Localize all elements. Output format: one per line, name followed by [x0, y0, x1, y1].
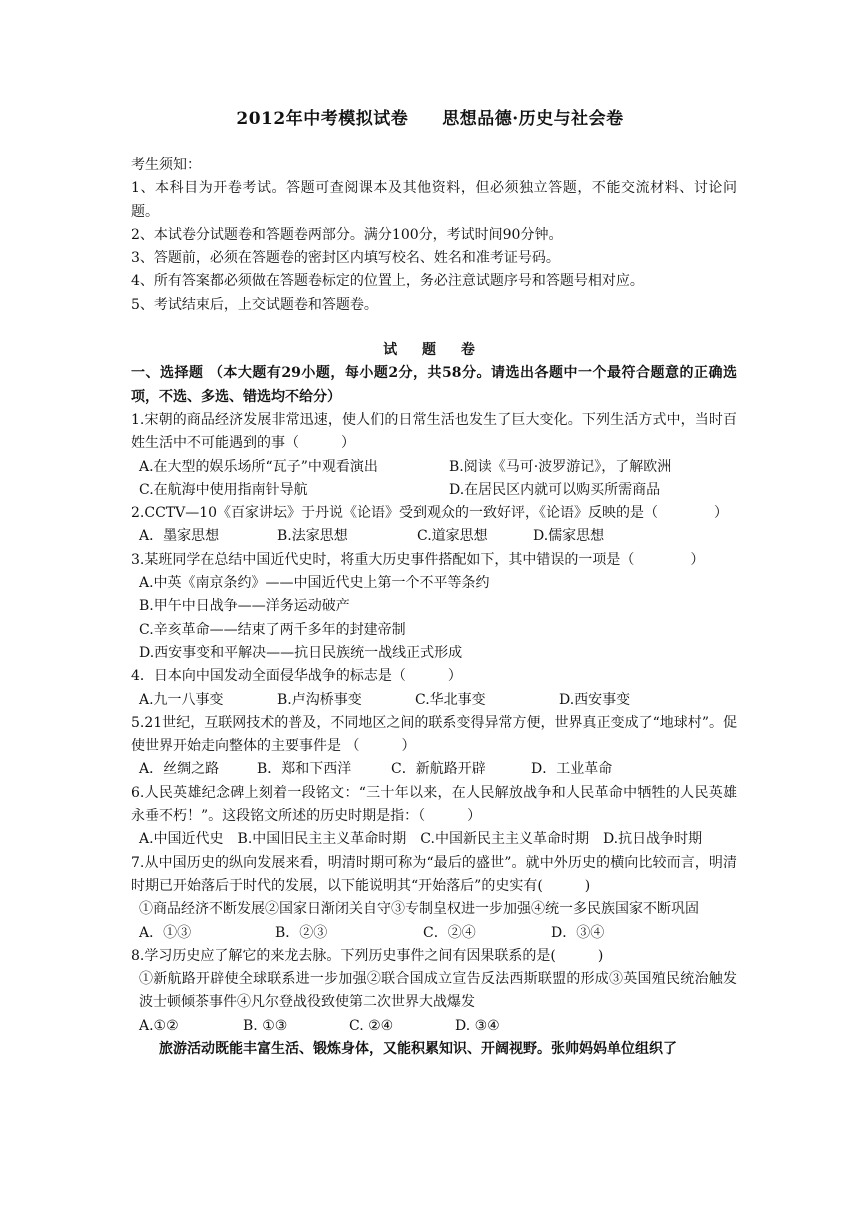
- section-title: 试 题 卷: [383, 342, 485, 359]
- option-row: [131, 525, 737, 548]
- option-c: C.道家思想: [417, 528, 488, 545]
- option-a: A.①②: [139, 1017, 179, 1034]
- question-stem: 1.宋朝的商品经济发展非常迅速，使人们的日常生活也发生了巨大变化。下列生活方式中，当时百姓生活中不可能遇到的事（ ）: [131, 411, 737, 452]
- option-row: [131, 922, 737, 945]
- option-row: [131, 456, 737, 479]
- option-b: B.法家思想: [277, 528, 348, 545]
- notice-item: 3、答题前，必须在答题卷的密封区内填写校名、姓名和准考证号码。: [131, 250, 560, 267]
- option-c: C．②④: [423, 924, 476, 941]
- question-stem: 6.人民英雄纪念碑上刻着一段铭文：“三十年以来，在人民解放战争和人民革命中牺牲的人民英雄永垂不朽！”。这段铭文所述的历史时期是指：（ ）: [131, 784, 737, 825]
- closing-paragraph: 旅游活动既能丰富生活、锻炼身体，又能积累知识、开阔视野。张帅妈妈单位组织了: [159, 1040, 677, 1057]
- notice-item: 1、本科目为开卷考试。答题可查阅课本及其他资料，但必须独立答题，不能交流材料、讨论问题。: [131, 180, 737, 220]
- notice-item: 4、所有答案都必须做在答题卷标定的位置上，务必注意试题序号和答题号相对应。: [131, 273, 644, 290]
- exam-body: [131, 154, 737, 1061]
- option-d: D．工业革命: [531, 761, 613, 778]
- notice-item: 2、本试卷分试题卷和答题卷两部分。满分100分，考试时间90分钟。: [131, 226, 563, 243]
- option-d: D. ③④: [455, 1017, 500, 1034]
- notice-heading: 考生须知：: [131, 157, 201, 173]
- option-d: D.儒家思想: [533, 528, 605, 545]
- title-subject: 思想品德·历史与社会卷: [442, 109, 624, 129]
- notice-item: 5、考试结束后，上交试题卷和答题卷。: [131, 296, 378, 313]
- option-c: C.辛亥革命——结束了两千多年的封建帝制: [139, 621, 406, 638]
- question-items: ①商品经济不断发展②国家日渐闭关自守③专制皇权进一步加强④统一多民族国家不断巩固: [139, 901, 699, 918]
- option-b: B.卢沟桥事变: [277, 691, 362, 708]
- option-a: A．①③: [139, 924, 192, 941]
- option-c: C.在航海中使用指南针导航: [139, 481, 308, 498]
- option-a: A.在大型的娱乐场所“瓦子”中观看演出: [139, 458, 378, 475]
- page-title: [0, 104, 860, 129]
- option-a: A.九一八事变: [139, 691, 224, 708]
- title-year: 2012年中考模拟试卷: [236, 109, 409, 129]
- option-row: [131, 1015, 737, 1038]
- question-stem: 5.21世纪，互联网技术的普及，不同地区之间的联系变得异常方便，世界真正变成了“地球村”。促使世界开始走向整体的主要事件是 （ ）: [131, 714, 737, 755]
- question-stem: 4．日本向中国发动全面侵华战争的标志是（ ）: [131, 668, 462, 685]
- option-c: C．新航路开辟: [391, 761, 486, 778]
- option-row: [131, 689, 737, 712]
- question-items: ①新航路开辟使全球联系进一步加强②联合国成立宣告反法西斯联盟的形成③英国殖民统治触发波士顿倾茶事件④凡尔登战役致使第二次世界大战爆发: [139, 971, 737, 1011]
- option-b: B.甲午中日战争——洋务运动破产: [139, 598, 350, 615]
- question-stem: 2.CCTV—10《百家讲坛》于丹说《论语》受到观众的一致好评，《论语》反映的是（ ）: [131, 505, 729, 522]
- option-row: [131, 479, 737, 502]
- question-stem: 7.从中国历史的纵向发展来看，明清时期可称为“最后的盛世”。就中外历史的横向比较而言，明清时期已开始落后于时代的发展，以下能说明其“开始落后”的史实有( ): [131, 854, 737, 894]
- option-d: D.西安事变和平解决——抗日民族统一战线正式形成: [139, 644, 463, 661]
- question-stem: 3.某班同学在总结中国近代史时，将重大历史事件搭配如下，其中错误的一项是（ ）: [131, 551, 705, 568]
- option-c: C. ②④: [349, 1017, 394, 1034]
- option-d: D.西安事变: [559, 691, 631, 708]
- option-row: A.中国近代史 B.中国旧民主主义革命时期 C.中国新民主主义革命时期 D.抗日战争时期: [139, 831, 703, 848]
- option-a: A.中英《南京条约》——中国近代史上第一个不平等条约: [139, 575, 490, 592]
- option-a: A．墨家思想: [139, 528, 220, 545]
- option-a: A．丝绸之路: [139, 761, 220, 778]
- option-row: [131, 758, 737, 781]
- option-b: B．郑和下西洋: [257, 761, 352, 778]
- part-heading: 一、选择题 （本大题有29小题，每小题2分，共58分。请选出各题中一个最符合题意的正确选项，不选、多选、错选均不给分）: [131, 365, 737, 405]
- question-stem: 8.学习历史应了解它的来龙去脉。下列历史事件之间有因果联系的是( ): [131, 947, 604, 964]
- option-b: B．②③: [275, 924, 328, 941]
- option-d: D.在居民区内就可以购买所需商品: [449, 481, 661, 498]
- option-c: C.华北事变: [415, 691, 486, 708]
- option-b: B. ①③: [243, 1017, 288, 1034]
- option-d: D．③④: [551, 924, 605, 941]
- option-b: B.阅读《马可·波罗游记》，了解欧洲: [449, 458, 672, 475]
